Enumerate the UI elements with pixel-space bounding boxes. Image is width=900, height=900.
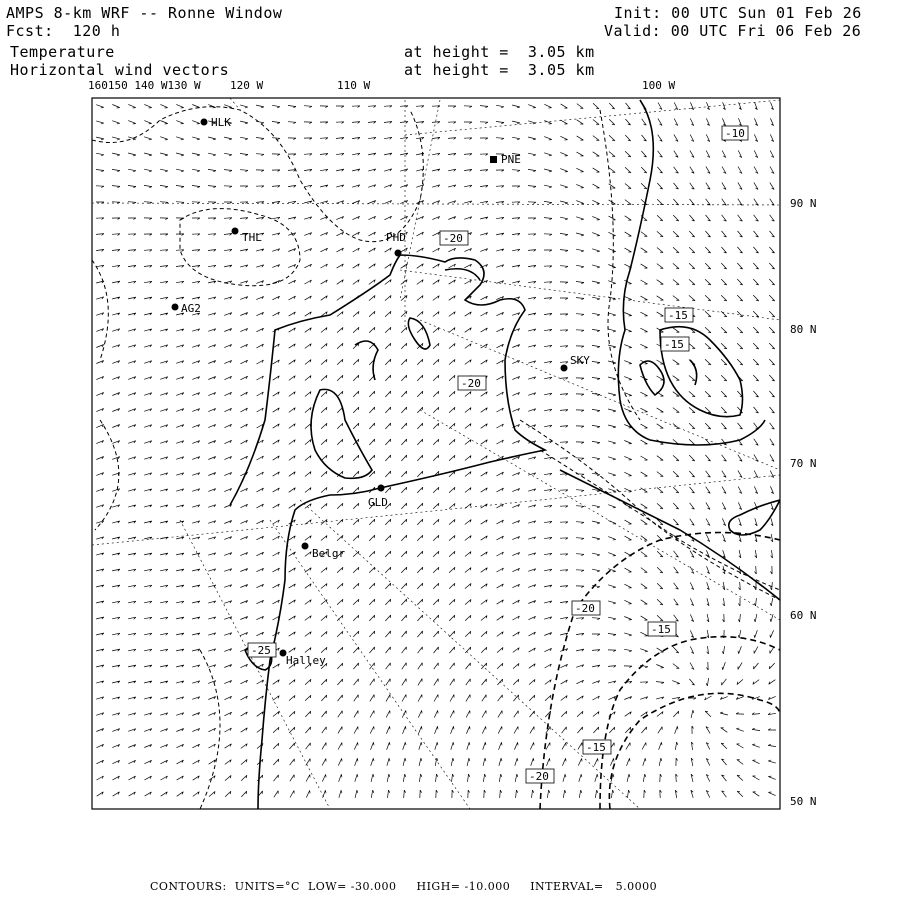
svg-text:AG2: AG2 (181, 302, 201, 315)
station-halley[interactable] (280, 650, 327, 668)
svg-text:-15: -15 (668, 309, 688, 322)
lat-label: 60 N (790, 609, 817, 622)
svg-text:GLD: GLD (368, 496, 388, 509)
station-gld[interactable] (368, 485, 388, 510)
svg-text:-25: -25 (251, 644, 271, 657)
svg-text:SKY: SKY (570, 354, 590, 367)
lon-label: 100 W (642, 79, 676, 92)
init-time: Init: 00 UTC Sun 01 Feb 26 (614, 4, 862, 22)
svg-text:THL: THL (242, 231, 262, 244)
contour-label (661, 337, 689, 351)
field2-name: Horizontal wind vectors (10, 61, 230, 79)
station-ag2[interactable] (172, 302, 201, 315)
svg-text:-15: -15 (651, 623, 671, 636)
station-markers (172, 116, 591, 667)
field1-height: at height = 3.05 km (404, 43, 595, 61)
contour-label (722, 126, 748, 140)
wind-arrows (96, 102, 776, 798)
map-title: AMPS 8-km WRF -- Ronne Window (6, 4, 283, 22)
contour-label (572, 601, 600, 615)
lat-label: 70 N (790, 457, 817, 470)
longitude-labels (88, 79, 675, 92)
station-belgr[interactable] (302, 543, 346, 561)
contour-label (248, 643, 276, 657)
field2-height: at height = 3.05 km (404, 61, 595, 79)
lat-label: 50 N (790, 795, 817, 808)
lat-label: 90 N (790, 197, 817, 210)
svg-text:-10: -10 (725, 127, 745, 140)
wind-vector-field (96, 102, 776, 798)
station-sky[interactable] (561, 354, 591, 372)
svg-text:-15: -15 (586, 741, 606, 754)
svg-text:-20: -20 (461, 377, 481, 390)
svg-text:PHD: PHD (386, 231, 406, 244)
station-hlk[interactable] (201, 116, 232, 129)
svg-text:PNE: PNE (501, 153, 521, 166)
lon-label: 110 W (337, 79, 371, 92)
contour-label (458, 376, 486, 390)
valid-time: Valid: 00 UTC Fri 06 Feb 26 (604, 22, 862, 40)
contour-label (648, 622, 676, 636)
svg-text:-20: -20 (529, 770, 549, 783)
svg-text:Halley: Halley (286, 654, 326, 667)
station-thl[interactable] (232, 228, 263, 245)
contour-label (583, 740, 611, 754)
latitude-labels (790, 197, 817, 808)
station-pne[interactable] (490, 153, 521, 166)
svg-text:HLK: HLK (211, 116, 231, 129)
svg-text:-20: -20 (443, 232, 463, 245)
lon-label: 160150 140 W130 W (88, 79, 201, 92)
station-phd[interactable] (386, 231, 406, 257)
lon-label: 120 W (230, 79, 264, 92)
lat-label: 80 N (790, 323, 817, 336)
contour-label (665, 308, 693, 322)
svg-text:-15: -15 (664, 338, 684, 351)
svg-text:Belgr: Belgr (312, 547, 346, 560)
contour-legend: CONTOURS: UNITS=°C LOW= -30.000 HIGH= -10.000 INTERVAL= 5.0000 (150, 880, 658, 893)
field1-name: Temperature (10, 43, 115, 61)
forecast-hour: Fcst: 120 h (6, 22, 121, 40)
svg-text:-20: -20 (575, 602, 595, 615)
temperature-contours (230, 100, 780, 809)
contour-label (440, 231, 468, 245)
contour-label (526, 769, 554, 783)
